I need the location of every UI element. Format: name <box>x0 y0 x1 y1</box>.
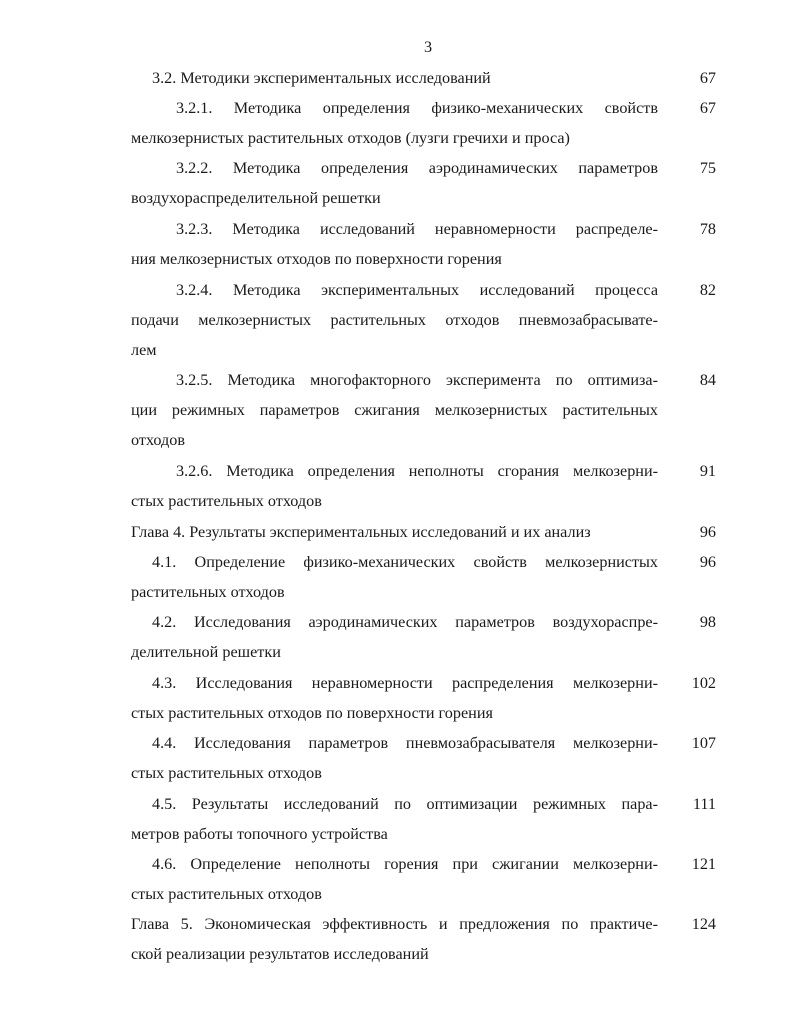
toc-entry-page: 111 <box>692 795 716 813</box>
toc-entry-line: 3.2.3. Методика исследований неравномерности распределе- <box>176 220 658 238</box>
toc-entry-line: ской реализации результатов исследований <box>131 945 429 963</box>
toc-entry-line: подачи мелкозернистых растительных отходов пневмозабрасывате- <box>131 311 658 329</box>
toc-entry-line: воздухораспределительной решетки <box>131 189 381 207</box>
toc-entry-page: 98 <box>699 613 716 631</box>
toc-entry-line: мелкозернистых растительных отходов (лузги гречихи и проса) <box>131 129 570 147</box>
page-number: 3 <box>423 38 433 56</box>
toc-entry-line: 4.3. Исследования неравномерности распределения мелкозерни- <box>152 674 658 692</box>
toc-entry-page: 75 <box>699 159 716 177</box>
toc-entry-line: 3.2.5. Методика многофакторного эксперимента по оптимиза- <box>176 371 658 389</box>
toc-entry-page: 67 <box>699 99 716 117</box>
toc-entry-line: 4.2. Исследования аэродинамических параметров воздухораспре- <box>152 613 658 631</box>
toc-entry-page: 96 <box>699 553 716 571</box>
toc-entry-line: Глава 4. Результаты экспериментальных исследований и их анализ <box>131 523 591 541</box>
toc-entry-page: 96 <box>699 523 716 541</box>
toc-entry-line: 3.2.1. Методика определения физико-механических свойств <box>176 99 658 117</box>
toc-entry-line: растительных отходов <box>131 583 285 601</box>
toc-entry-line: 3.2.6. Методика определения неполноты сгорания мелкозерни- <box>176 462 658 480</box>
toc-entry-line: 4.4. Исследования параметров пневмозабрасывателя мелкозерни- <box>152 734 658 752</box>
toc-entry-line: стых растительных отходов <box>131 764 322 782</box>
toc-entry-line: 3.2. Методики экспериментальных исследований <box>152 69 491 87</box>
toc-entry-line: 4.5. Результаты исследований по оптимизации режимных пара- <box>152 795 658 813</box>
toc-entry-line: стых растительных отходов <box>131 492 322 510</box>
toc-entry-page: 78 <box>699 220 716 238</box>
toc-entry-line: метров работы топочного устройства <box>131 825 388 843</box>
toc-entry-page: 102 <box>691 674 716 692</box>
toc-entry-line: 3.2.2. Методика определения аэродинамических параметров <box>176 159 658 177</box>
toc-entry-line: стых растительных отходов по поверхности горения <box>131 704 493 722</box>
toc-entry-page: 121 <box>691 855 716 873</box>
toc-entry-page: 124 <box>691 915 716 933</box>
toc-entry-line: стых растительных отходов <box>131 885 322 903</box>
toc-entry-line: 4.6. Определение неполноты горения при сжигании мелкозерни- <box>152 855 658 873</box>
toc-entry-line: ции режимных параметров сжигания мелкозернистых растительных <box>131 401 658 419</box>
toc-entry-line: Глава 5. Экономическая эффективность и предложения по практиче- <box>131 915 658 933</box>
toc-entry-line: 4.1. Определение физико-механических свойств мелкозернистых <box>152 553 658 571</box>
toc-entry-line: делительной решетки <box>131 643 281 661</box>
toc-entry-line: лем <box>131 341 157 359</box>
toc-entry-page: 91 <box>699 462 716 480</box>
toc-entry-page: 107 <box>691 734 716 752</box>
toc-entry-page: 84 <box>699 371 716 389</box>
toc-entry-line: ния мелкозернистых отходов по поверхности горения <box>131 250 502 268</box>
toc-entry-page: 82 <box>699 281 716 299</box>
toc-entry-line: 3.2.4. Методика экспериментальных исследований процесса <box>176 281 658 299</box>
toc-entry-line: отходов <box>131 431 186 449</box>
toc-entry-page: 67 <box>699 69 716 87</box>
